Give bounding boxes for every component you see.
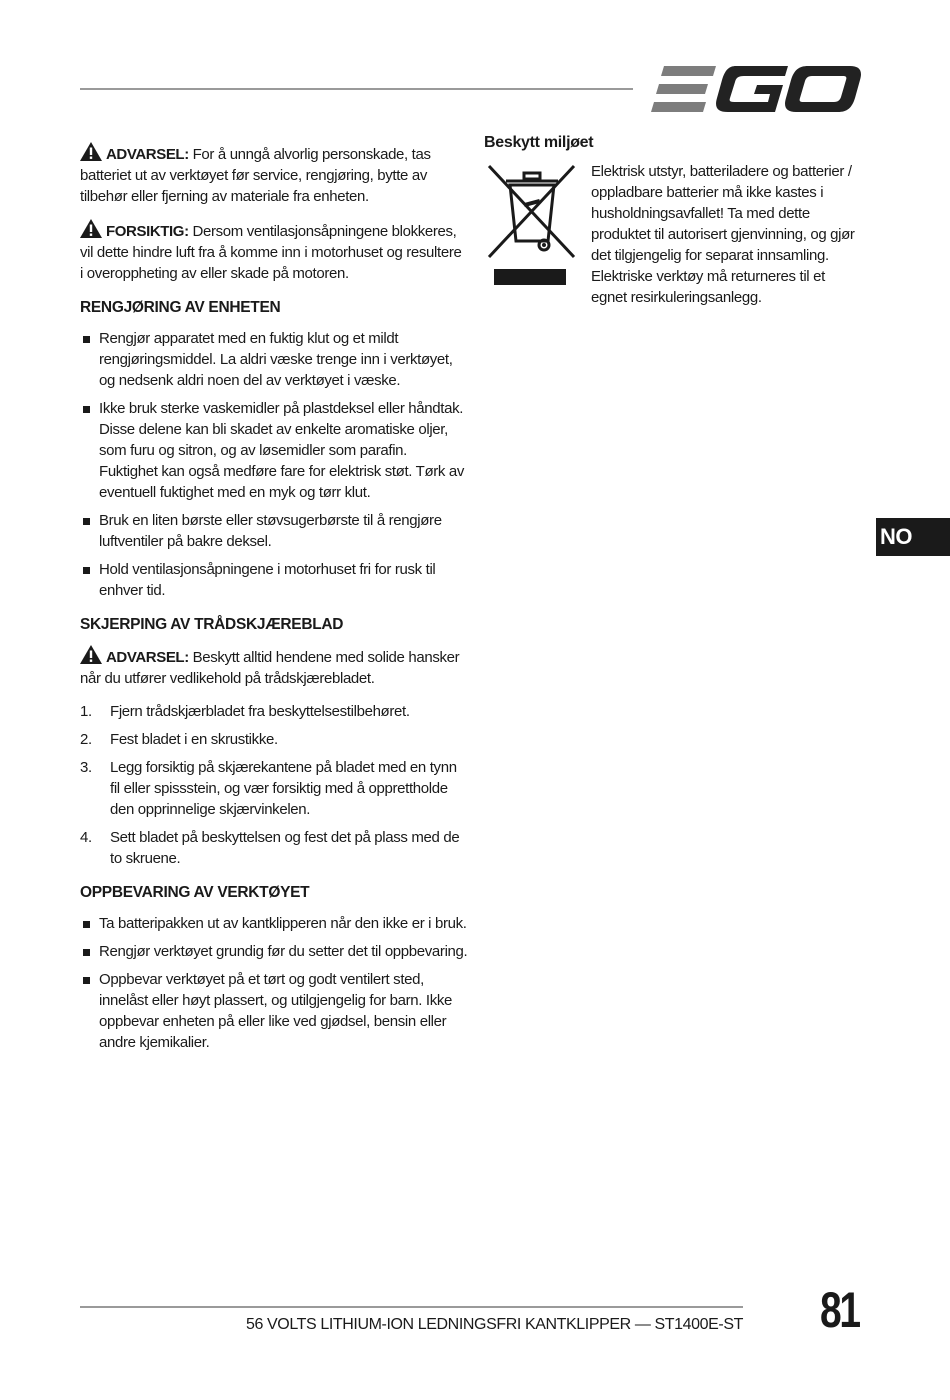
step-item	[80, 827, 468, 869]
language-tab: NO	[876, 518, 950, 556]
list-item: Ikke bruk sterke vaskemidler på plastdeksel eller håndtak. Disse delene kan bli skadet av enkelte aromatiske oljer, som furu og sitron, og av løsemidler som parafin. Fuktighet kan også medføre fare for elektrisk støt. Tørk av eventuell fuktighet med en myk og tørr klut.	[80, 398, 468, 503]
sharpening-steps	[80, 701, 468, 869]
warning-label: ADVARSEL:	[106, 146, 189, 163]
crossed-bin-icon	[484, 161, 580, 291]
warning-triangle-icon	[80, 645, 102, 664]
step-item	[80, 757, 468, 820]
step-item	[80, 729, 468, 750]
step-text: Legg forsiktig på skjærekantene på bladet med en tynn fil eller spissstein, og vær forsiktig med å opprettholde den opprinnelige skjærvinkelen.	[110, 759, 457, 818]
header-rule	[80, 88, 633, 90]
footer-rule	[80, 1306, 743, 1308]
warning-triangle-icon	[80, 142, 102, 161]
list-item: Bruk en liten børste eller støvsugerbørste til å rengjøre luftventiler på bakre deksel.	[80, 510, 468, 552]
page-number: 81	[820, 1282, 859, 1338]
environment-section	[484, 161, 864, 308]
environment-heading: Beskytt miljøet	[484, 134, 594, 151]
caution-paragraph	[80, 219, 468, 284]
sharpening-heading: SKJERPING AV TRÅDSKJÆREBLAD	[80, 616, 344, 633]
warning-label: ADVARSEL:	[106, 649, 189, 666]
caution-text: Dersom ventilasjonsåpningene blokkeres, vil dette hindre luft fra å komme inn i motorhuset og resultere i overoppheting av eller skade på motoren.	[80, 223, 462, 282]
environment-text: Elektrisk utstyr, batteriladere og batterier / oppladbare batterier må ikke kastes i husholdningsavfallet! Ta med dette produktet til autorisert gjenvinning, og gjør det tilgjengelig for separat innsamling. Elektriske verktøy må returneres til et egnet resirkuleringsanlegg.	[591, 163, 855, 306]
warning-paragraph	[80, 142, 468, 207]
step-number: 3.	[80, 759, 92, 776]
left-column	[80, 142, 468, 1065]
list-item: Rengjør apparatet med en fuktig klut og et mildt rengjøringsmiddel. La aldri væske trenge inn i verktøyet, og nedsenk aldri noen del av verktøyet i væske.	[80, 328, 468, 391]
step-text: Fest bladet i en skrustikke.	[110, 731, 278, 748]
list-item: Oppbevar verktøyet på et tørt og godt ventilert sted, innelåst eller høyt plassert, og utilgjengelig for barn. Ikke oppbevar enheten på eller like ved gjødsel, bensin eller andre kjemikalier.	[80, 969, 468, 1053]
warning-text: For å unngå alvorlig personskade, tas batteriet ut av verktøyet før service, rengjøring, bytte av tilbehør eller fjerning av materiale fra enheten.	[80, 146, 431, 205]
caution-triangle-icon	[80, 219, 102, 238]
list-item: Rengjør verktøyet grundig før du setter det til oppbevaring.	[80, 941, 468, 962]
warning-text: Beskytt alltid hendene med solide hansker når du utfører vedlikehold på trådskjærebladet.	[80, 649, 460, 687]
sharpening-warning	[80, 645, 468, 689]
list-item: Hold ventilasjonsåpningene i motorhuset fri for rusk til enhver tid.	[80, 559, 468, 601]
footer-title: 56 VOLTS LITHIUM-ION LEDNINGSFRI KANTKLIPPER — ST1400E-ST	[245, 1316, 743, 1333]
cleaning-list	[80, 328, 468, 601]
step-text: Fjern trådskjærbladet fra beskyttelsestilbehøret.	[110, 703, 410, 720]
storage-heading: OPPBEVARING AV VERKTØYET	[80, 884, 310, 901]
list-item: Ta batteripakken ut av kantklipperen når den ikke er i bruk.	[80, 913, 468, 934]
step-number: 4.	[80, 829, 92, 846]
cleaning-heading: RENGJØRING AV ENHETEN	[80, 299, 281, 316]
storage-list	[80, 913, 468, 1053]
step-number: 1.	[80, 703, 92, 720]
right-column	[484, 132, 864, 308]
step-text: Sett bladet på beskyttelsen og fest det på plass med de to skruene.	[110, 829, 460, 867]
step-item	[80, 701, 468, 722]
caution-label: FORSIKTIG:	[106, 223, 189, 240]
step-number: 2.	[80, 731, 92, 748]
ego-logo	[650, 64, 862, 114]
